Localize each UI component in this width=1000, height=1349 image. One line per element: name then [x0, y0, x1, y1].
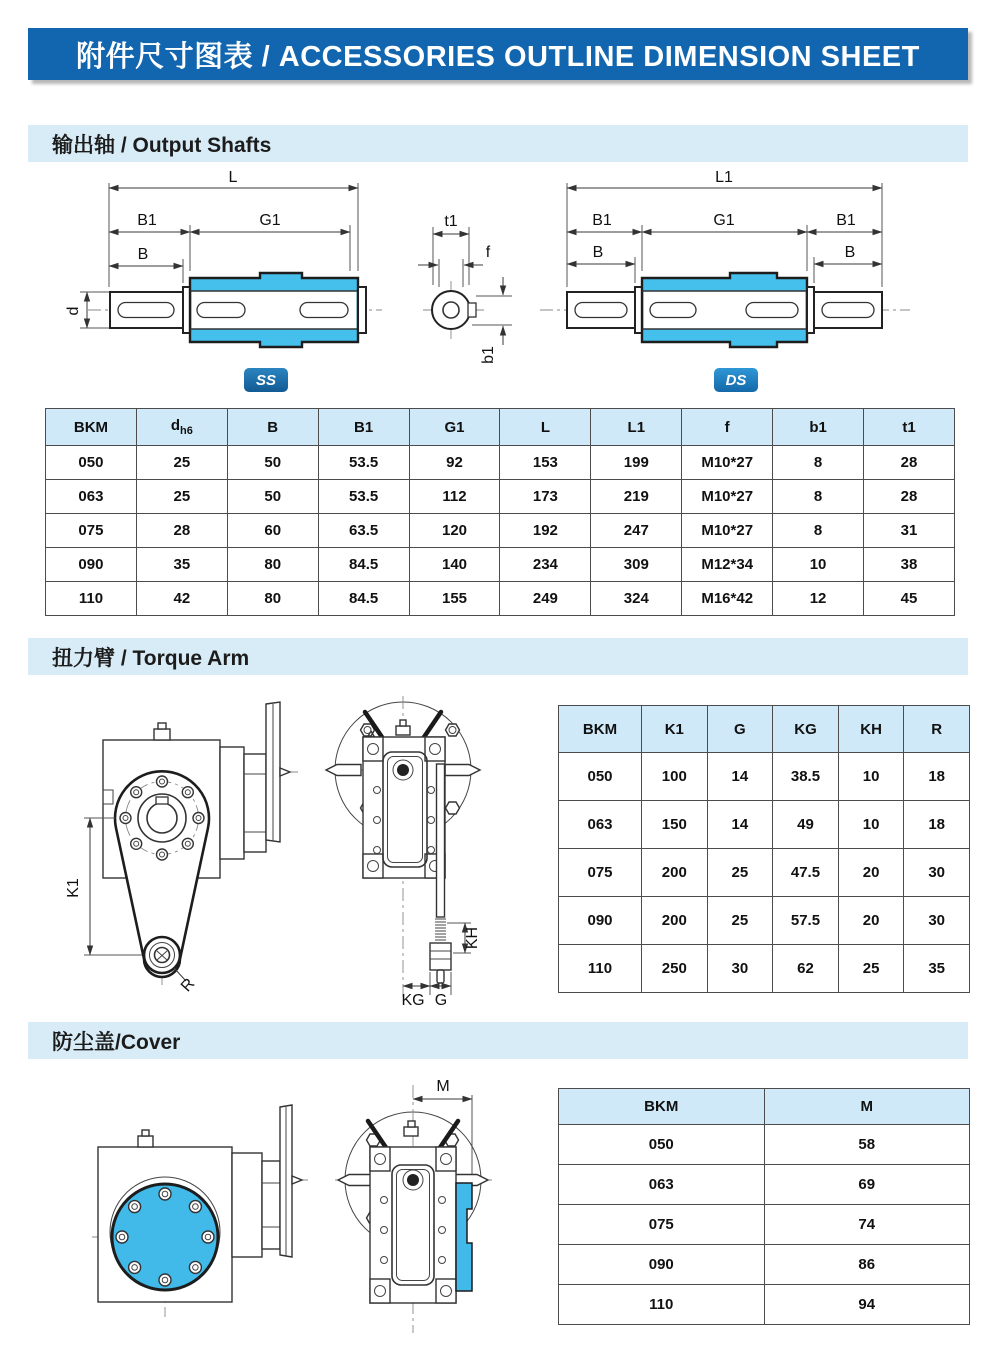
dim-label-B: B	[137, 246, 149, 263]
svg-text:SS: SS	[255, 372, 277, 389]
dim-label-L1: L1	[715, 169, 733, 186]
table-cell: 200	[642, 897, 708, 945]
table-cell: 090	[559, 897, 642, 945]
table-cell: 120	[409, 514, 500, 548]
table-cell: 38.5	[773, 753, 839, 801]
table-cell: 25	[136, 480, 227, 514]
table-cell: 28	[864, 446, 955, 480]
dim-label-t1: t1	[444, 213, 458, 230]
table-cell: 110	[559, 1285, 765, 1325]
cover-side-drawing	[335, 1078, 492, 1333]
torque-arm-drawing	[40, 690, 555, 1015]
table-cell: 57.5	[773, 897, 839, 945]
table-cell: 140	[409, 548, 500, 582]
table-cell: 075	[559, 849, 642, 897]
table-row	[559, 801, 970, 849]
table-cell: 84.5	[318, 582, 409, 616]
table-cell: 92	[409, 446, 500, 480]
table-cell: 86	[764, 1245, 970, 1285]
table-cell: 30	[904, 897, 970, 945]
table-cell: M10*27	[682, 446, 773, 480]
column-header: G1	[409, 409, 500, 446]
table-row	[46, 446, 955, 480]
table-row	[559, 753, 970, 801]
page-title: 附件尺寸图表 / ACCESSORIES OUTLINE DIMENSION SHEET	[28, 28, 968, 80]
table-cell: 25	[707, 897, 773, 945]
table-cell: 173	[500, 480, 591, 514]
column-header: BKM	[559, 706, 642, 753]
table-cell: 192	[500, 514, 591, 548]
table-cell: 80	[227, 582, 318, 616]
column-header: $d_{h6}$	[136, 409, 227, 446]
dim-label-L: L	[228, 169, 238, 186]
table-cell: 20	[838, 897, 904, 945]
table-row	[46, 480, 955, 514]
dim-label-B-right: B	[844, 244, 856, 261]
table-cell: 050	[559, 1125, 765, 1165]
table-cell: 25	[838, 945, 904, 993]
dim-label-B1: B1	[137, 212, 157, 229]
dim-label-G1: G1	[259, 212, 281, 229]
table-row	[46, 582, 955, 616]
column-header: R	[904, 706, 970, 753]
table-cell: 50	[227, 480, 318, 514]
table-cell: 075	[559, 1205, 765, 1245]
table-cell: 62	[773, 945, 839, 993]
table-cell: 18	[904, 801, 970, 849]
table-cell: 12	[773, 582, 864, 616]
table-cell: 110	[46, 582, 137, 616]
table-row	[559, 1245, 970, 1285]
table-cell: 74	[764, 1205, 970, 1245]
dim-label-B1-right: B1	[836, 212, 856, 229]
ds-badge	[714, 368, 758, 392]
column-header: BKM	[559, 1089, 765, 1125]
table-cell: 94	[764, 1285, 970, 1325]
dim-label-d: d	[65, 306, 82, 316]
table-cell: 31	[864, 514, 955, 548]
table-cell: 150	[642, 801, 708, 849]
table-row	[559, 1165, 970, 1205]
shaft-cross-section	[418, 213, 512, 364]
table-cell: 090	[46, 548, 137, 582]
table-cell: 50	[227, 446, 318, 480]
table-cell: 200	[642, 849, 708, 897]
dim-label-G1: G1	[713, 212, 735, 229]
table-cell: 14	[707, 801, 773, 849]
cover-front-drawing	[92, 1105, 308, 1317]
table-cell: 199	[591, 446, 682, 480]
table-cell: 10	[773, 548, 864, 582]
table-cell: 063	[46, 480, 137, 514]
table-cell: 58	[764, 1125, 970, 1165]
table-cell: 53.5	[318, 446, 409, 480]
dim-label-K1: K1	[65, 878, 82, 898]
table-header-row	[559, 1089, 970, 1125]
table-cell: 25	[136, 446, 227, 480]
torque-arm-side-drawing	[326, 696, 481, 1009]
table-cell: 8	[773, 446, 864, 480]
dim-label-KH: KH	[464, 926, 481, 950]
table-cell: 53.5	[318, 480, 409, 514]
column-header: K1	[642, 706, 708, 753]
dim-label-M: M	[436, 1078, 450, 1095]
table-cell: 100	[642, 753, 708, 801]
table-cell: 075	[46, 514, 137, 548]
dim-label-f: f	[485, 244, 491, 261]
table-cell: 14	[707, 753, 773, 801]
table-cell: 28	[136, 514, 227, 548]
table-cell: 25	[707, 849, 773, 897]
table-header-row	[46, 409, 955, 446]
section-header-cover: 防尘盖/Cover	[28, 1022, 968, 1059]
table-cell: 42	[136, 582, 227, 616]
table-cell: 47.5	[773, 849, 839, 897]
table-cell: 10	[838, 753, 904, 801]
table-cell: 247	[591, 514, 682, 548]
ss-badge	[244, 368, 288, 392]
table-cell: 249	[500, 582, 591, 616]
table-cell: 69	[764, 1165, 970, 1205]
table-row	[559, 897, 970, 945]
table-cell: 050	[559, 753, 642, 801]
table-cell: 155	[409, 582, 500, 616]
table-cell: 324	[591, 582, 682, 616]
table-cell: M10*27	[682, 514, 773, 548]
table-cell: 35	[136, 548, 227, 582]
table-cell: 050	[46, 446, 137, 480]
table-cell: 8	[773, 480, 864, 514]
table-cell: 45	[864, 582, 955, 616]
table-cell: 250	[642, 945, 708, 993]
table-cell: 063	[559, 801, 642, 849]
svg-text:DS: DS	[725, 372, 747, 389]
dim-label-B1-left: B1	[592, 212, 612, 229]
dim-label-b1: b1	[480, 346, 497, 364]
column-header: KG	[773, 706, 839, 753]
table-row	[559, 1285, 970, 1325]
table-cell: 8	[773, 514, 864, 548]
table-cell: 153	[500, 446, 591, 480]
dim-label-G: G	[434, 992, 448, 1009]
table-cell: M16*42	[682, 582, 773, 616]
table-cell: 63.5	[318, 514, 409, 548]
table-cell: 20	[838, 849, 904, 897]
dim-label-B-left: B	[592, 244, 604, 261]
section-header-output-shafts: 输出轴 / Output Shafts	[28, 125, 968, 162]
table-cell: 30	[707, 945, 773, 993]
table-cell: 090	[559, 1245, 765, 1285]
table-cell: 110	[559, 945, 642, 993]
output-shafts-drawing	[30, 165, 970, 403]
table-cell: 35	[904, 945, 970, 993]
column-header: BKM	[46, 409, 137, 446]
cover-drawing	[40, 1075, 555, 1340]
table-cell: 38	[864, 548, 955, 582]
column-header: f	[682, 409, 773, 446]
table-cell: 112	[409, 480, 500, 514]
table-row	[559, 1205, 970, 1245]
column-header: G	[707, 706, 773, 753]
table-row	[559, 945, 970, 993]
table-row	[46, 514, 955, 548]
ds-shaft-drawing	[540, 169, 910, 392]
table-cell: 49	[773, 801, 839, 849]
column-header: t1	[864, 409, 955, 446]
column-header: KH	[838, 706, 904, 753]
torque-arm-front-drawing	[65, 702, 298, 995]
table-cell: 309	[591, 548, 682, 582]
table-cell: 80	[227, 548, 318, 582]
table-cell: 063	[559, 1165, 765, 1205]
table-cell: 30	[904, 849, 970, 897]
dim-label-KG: KG	[401, 992, 425, 1009]
column-header: B	[227, 409, 318, 446]
table-cell: M10*27	[682, 480, 773, 514]
table-row	[559, 849, 970, 897]
table-cell: 84.5	[318, 548, 409, 582]
table-cell: 18	[904, 753, 970, 801]
table-cell: 10	[838, 801, 904, 849]
column-header: B1	[318, 409, 409, 446]
column-header: b1	[773, 409, 864, 446]
dim-label-R: R	[177, 975, 199, 996]
table-row	[559, 1125, 970, 1165]
table-header-row	[559, 706, 970, 753]
ss-shaft-drawing	[65, 169, 382, 392]
column-header: L	[500, 409, 591, 446]
output-shafts-table	[45, 408, 955, 616]
table-cell: 219	[591, 480, 682, 514]
section-header-torque-arm: 扭力臂 / Torque Arm	[28, 638, 968, 675]
column-header: L1	[591, 409, 682, 446]
table-cell: 28	[864, 480, 955, 514]
torque-arm-table	[558, 705, 970, 993]
table-row	[46, 548, 955, 582]
table-cell: 60	[227, 514, 318, 548]
column-header: M	[764, 1089, 970, 1125]
table-cell: M12*34	[682, 548, 773, 582]
table-cell: 234	[500, 548, 591, 582]
cover-table	[558, 1088, 970, 1325]
